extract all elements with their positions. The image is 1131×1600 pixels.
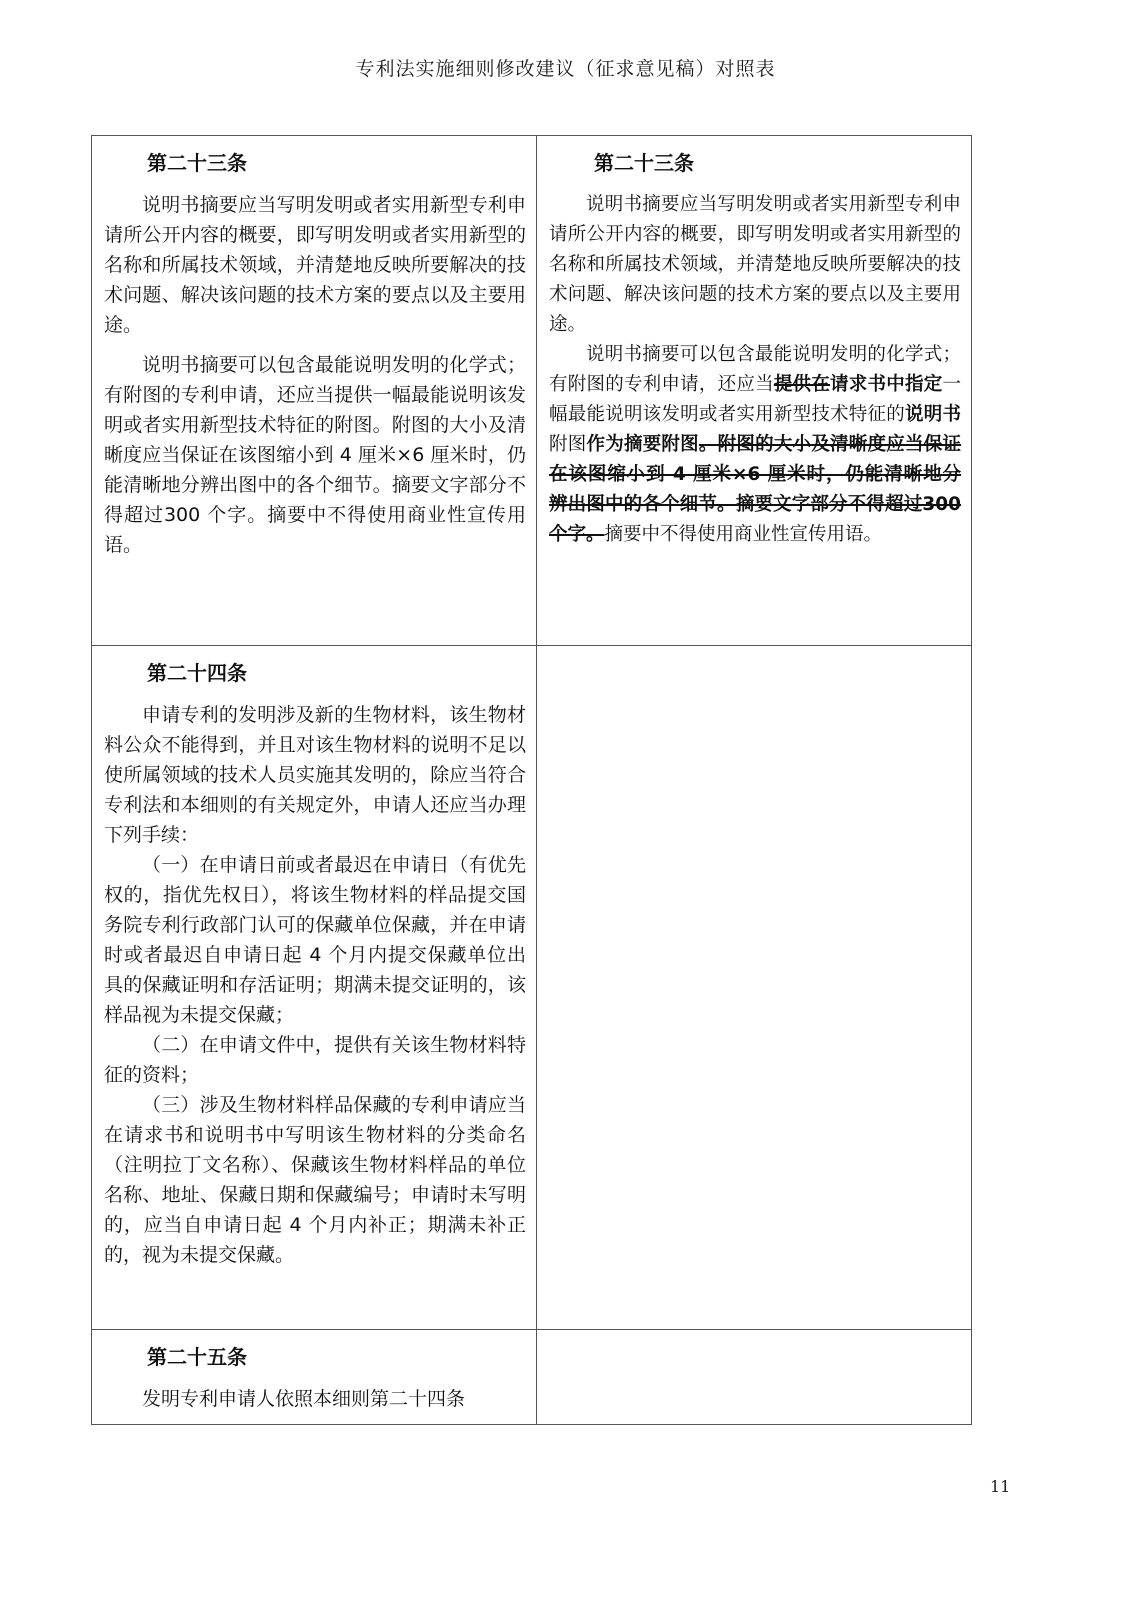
article-paragraph: 说明书摘要可以包含最能说明发明的化学式；有附图的专利申请，还应当提供一幅最能说明该发明或者实用新型技术特征的附图。附图的大小及清晰度应当保证在该图缩小到 4 厘米×6 厘米时，仍能清晰地分辨出图中的各个细节。摘要文字部分不得超过300 个字。摘要中不得使用商业性宣传用语。 <box>104 354 526 556</box>
table-row <box>92 136 972 646</box>
article-paragraph: （三）涉及生物材料样品保藏的专利申请应当在请求书和说明书中写明该生物材料的分类命名（注明拉丁文名称）、保藏该生物材料样品的单位名称、地址、保藏日期和保藏编号；申请时未写明的，应当自申请日起 4 个月内补正；期满未补正的，视为未提交保藏。 <box>104 1094 526 1266</box>
revised-text-cell-empty <box>537 1330 972 1425</box>
table-row <box>92 1330 972 1425</box>
page-header-title: 专利法实施细则修改建议（征求意见稿）对照表 <box>355 58 776 80</box>
original-text-cell <box>92 1330 537 1425</box>
text-run: 附图 <box>549 434 587 455</box>
inserted-text: 作为摘要附图 <box>586 434 699 455</box>
article-title: 第二十三条 <box>594 151 694 175</box>
article-paragraph: （一）在申请日前或者最迟在申请日（有优先权的，指优先权日），将该生物材料的样品提交国务院专利行政部门认可的保藏单位保藏，并在申请时或者最迟自申请日起 4 个月内提交保藏单位出具的保藏证明和存活证明；期满未提交证明的，该样品视为未提交保藏； <box>104 854 526 1026</box>
article-title: 第二十五条 <box>147 1345 247 1369</box>
revised-paragraph <box>549 190 961 340</box>
article-title: 第二十三条 <box>147 151 247 175</box>
article-paragraph: （二）在申请文件中，提供有关该生物材料特征的资料； <box>104 1034 526 1086</box>
original-text-cell <box>92 136 537 646</box>
original-text-cell <box>92 646 537 1330</box>
text-run: 摘要中不得使用商业性宣传用语。 <box>604 524 883 545</box>
article-paragraph: 说明书摘要应当写明发明或者实用新型专利申请所公开内容的概要，即写明发明或者实用新型的名称和所属技术领域，并清楚地反映所要解决的技术问题、解决该问题的技术方案的要点以及主要用途。 <box>104 194 526 336</box>
article-paragraph: 发明专利申请人依照本细则第二十四条 <box>142 1388 466 1410</box>
text-run: 一幅最能说明该发明或者实用新型技术特征的 <box>549 374 961 425</box>
comparison-table <box>91 135 972 1425</box>
page-number: 11 <box>990 1477 1011 1496</box>
text-run: 说明书摘要可以包含最能说明发明的化学式；有附图的专利申请，还应当 <box>549 344 961 395</box>
revised-paragraph <box>549 340 961 550</box>
article-paragraph: 申请专利的发明涉及新的生物材料，该生物材料公众不能得到，并且对该生物材料的说明不足以使所属领域的技术人员实施其发明的，除应当符合专利法和本细则的有关规定外，申请人还应当办理下列手续： <box>104 704 526 846</box>
table-row <box>92 646 972 1330</box>
text-run: 说明书摘要应当写明发明或者实用新型专利申请所公开内容的概要，即写明发明或者实用新型的名称和所属技术领域，并清楚地反映所要解决的技术问题、解决该问题的技术方案的要点以及主要用途。 <box>549 194 961 335</box>
article-title: 第二十四条 <box>147 661 247 685</box>
inserted-text: 请求书中指定 <box>830 374 943 395</box>
revised-text-cell-empty <box>537 646 972 1330</box>
inserted-text: 说明书 <box>905 404 961 425</box>
revised-text-cell <box>537 136 972 646</box>
deleted-text: 提供在 <box>773 374 831 395</box>
deleted-text: 。附图的大小及清晰度应当保证在该图缩小到 4 厘米×6 厘米时，仍能清晰地分辨出图中的各个细节。摘要文字部分不得超过300 个字。 <box>549 434 961 545</box>
